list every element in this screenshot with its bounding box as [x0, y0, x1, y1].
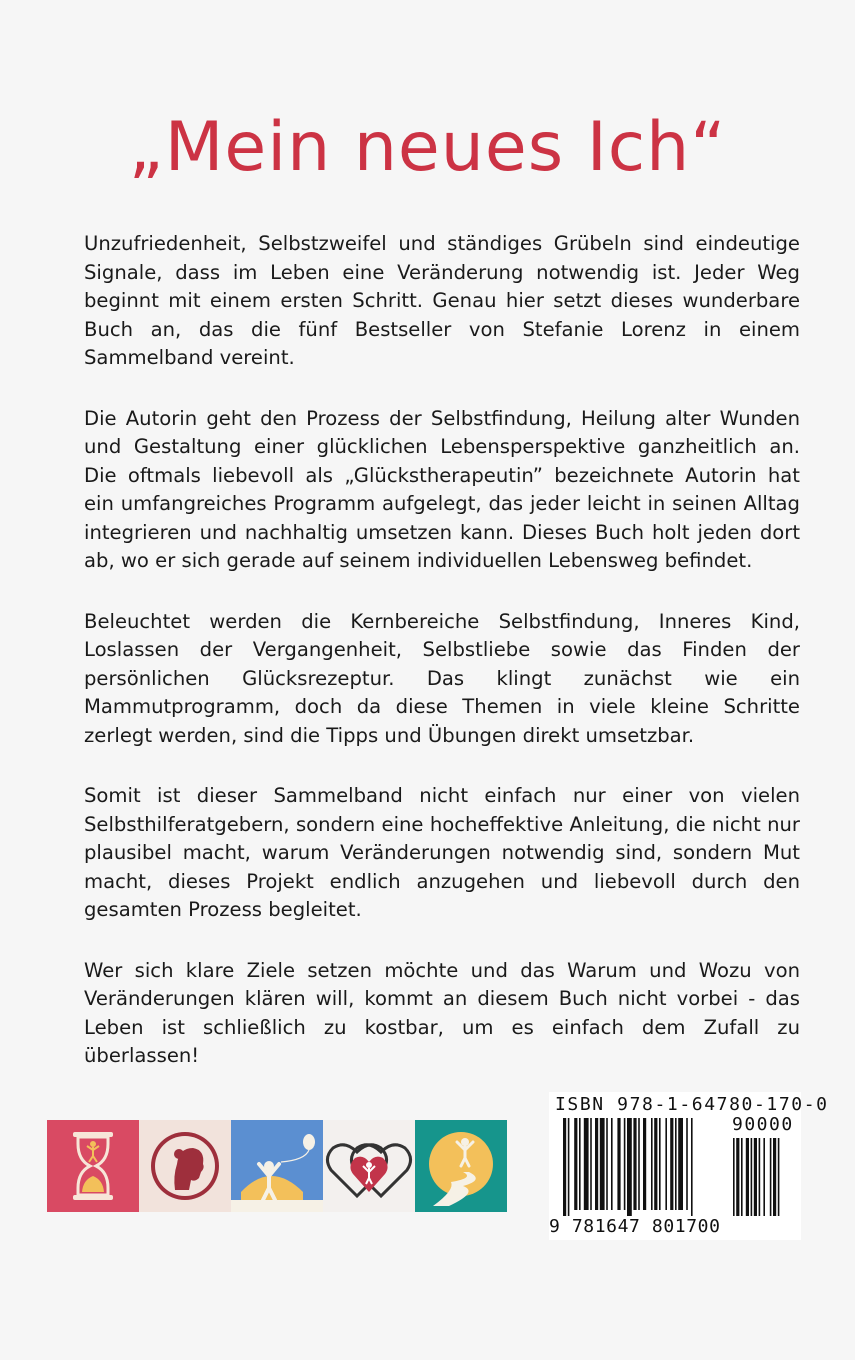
addon-bar: [741, 1138, 743, 1216]
barcode-bar: [606, 1118, 608, 1210]
isbn-label: ISBN 978-1-64780-170-0: [555, 1094, 829, 1115]
barcode-bar: [670, 1118, 673, 1210]
addon-bar: [751, 1138, 753, 1216]
paragraph-5: Wer sich klare Ziele setzen möchte und das Warum und Wozu von Veränderungen klären will, kommt an diesem Buch nicht vorbei - das Leben ist schließlich zu kostbar, um es einfach dem Zufall zu überlassen!: [84, 958, 800, 1067]
paragraph-4: Somit ist dieser Sammelband nicht einfach nur einer von vielen Selbsthilferatgebern, sondern eine hocheffektive Anleitung, die nicht nur plausibel macht, warum Veränderungen notwendig sind, sondern Mut macht, dieses Projekt endlich anzugehen und liebevoll durch den gesamten Prozess begleitet.: [84, 784, 800, 921]
barcode-bar: [675, 1118, 677, 1210]
addon-bar: [773, 1138, 776, 1216]
addon-bar: [733, 1138, 735, 1216]
barcode-bar: [624, 1118, 626, 1210]
barcode-bar: [691, 1118, 693, 1216]
addon-bar: [770, 1138, 772, 1216]
barcode-bar: [617, 1118, 620, 1210]
barcode-bar: [659, 1118, 661, 1210]
barcode-bar: [654, 1118, 657, 1210]
back-cover-text: [84, 230, 800, 1103]
barcode-bar: [590, 1118, 592, 1210]
barcode-bar: [600, 1118, 605, 1210]
barcode-bar: [638, 1118, 640, 1210]
addon-bar: [736, 1138, 739, 1216]
ean-digits: 9 781647 801700: [549, 1216, 721, 1237]
price-addon-digits: 90000: [732, 1114, 794, 1135]
book-title: „Mein neues Ich“: [128, 108, 727, 187]
barcode-bar: [579, 1118, 581, 1210]
barcode-bar: [574, 1118, 577, 1210]
inner-child-icon: [139, 1120, 231, 1212]
barcode-bar: [643, 1118, 646, 1210]
barcode-bar: [627, 1118, 632, 1216]
addon-bar: [778, 1138, 780, 1216]
barcode-bar: [584, 1118, 589, 1210]
barcode-bar: [563, 1118, 566, 1216]
paragraph-3: Beleuchtet werden die Kernbereiche Selbstfindung, Inneres Kind, Loslassen der Vergangenheit, Selbstliebe sowie das Finden der persönlichen Glücksrezeptur. Das klingt zunächst wie ein Mammutprogramm, doch da diese Themen in viele kleine Schritte zerlegt werden, sind die Tipps und Übungen direkt umsetzbar.: [84, 609, 800, 747]
barcode-bar: [568, 1118, 570, 1216]
addon-bar: [759, 1138, 761, 1216]
book-series-icons: [47, 1120, 507, 1212]
barcode-bar: [611, 1118, 613, 1210]
letting-go-icon: [231, 1120, 323, 1212]
barcode-bar: [651, 1118, 653, 1210]
addon-bar: [746, 1138, 749, 1216]
isbn-barcode: [549, 1092, 829, 1240]
barcode-bar: [665, 1118, 667, 1210]
addon-bar: [754, 1138, 757, 1216]
barcode-bar: [678, 1118, 683, 1210]
barcode-bar: [595, 1118, 598, 1210]
barcode-bars: [563, 1118, 801, 1216]
happiness-path-icon: [415, 1120, 507, 1212]
hourglass-icon: [47, 1120, 139, 1212]
paragraph-2: Die Autorin geht den Prozess der Selbstfindung, Heilung alter Wunden und Gestaltung einer glücklichen Lebensperspektive ganzheitlich an. Die oftmals liebevoll als „Glückstherapeutin” bezeichnete Autorin hat ein umfangreiches Programm aufgelegt, das jeder leicht in seinen Alltag integrieren und nachhaltig umsetzen kann. Dieses Buch holt jeden dort ab, wo er sich gerade auf seinem individuellen Lebensweg befindet.: [84, 406, 800, 572]
addon-bar: [763, 1138, 765, 1216]
barcode-bar: [633, 1118, 636, 1210]
paragraph-1: Unzufriedenheit, Selbstzweifel und ständiges Grübeln sind eindeutige Signale, dass im Leben eine Veränderung notwendig ist. Jeder Weg beginnt mit einem ersten Schritt. Genau hier setzt dieses wunderbare Buch an, das die fünf Bestseller von Stefanie Lorenz in einem Sammelband vereint.: [84, 232, 800, 369]
self-love-icon: [323, 1120, 415, 1212]
barcode-bar: [686, 1118, 688, 1210]
